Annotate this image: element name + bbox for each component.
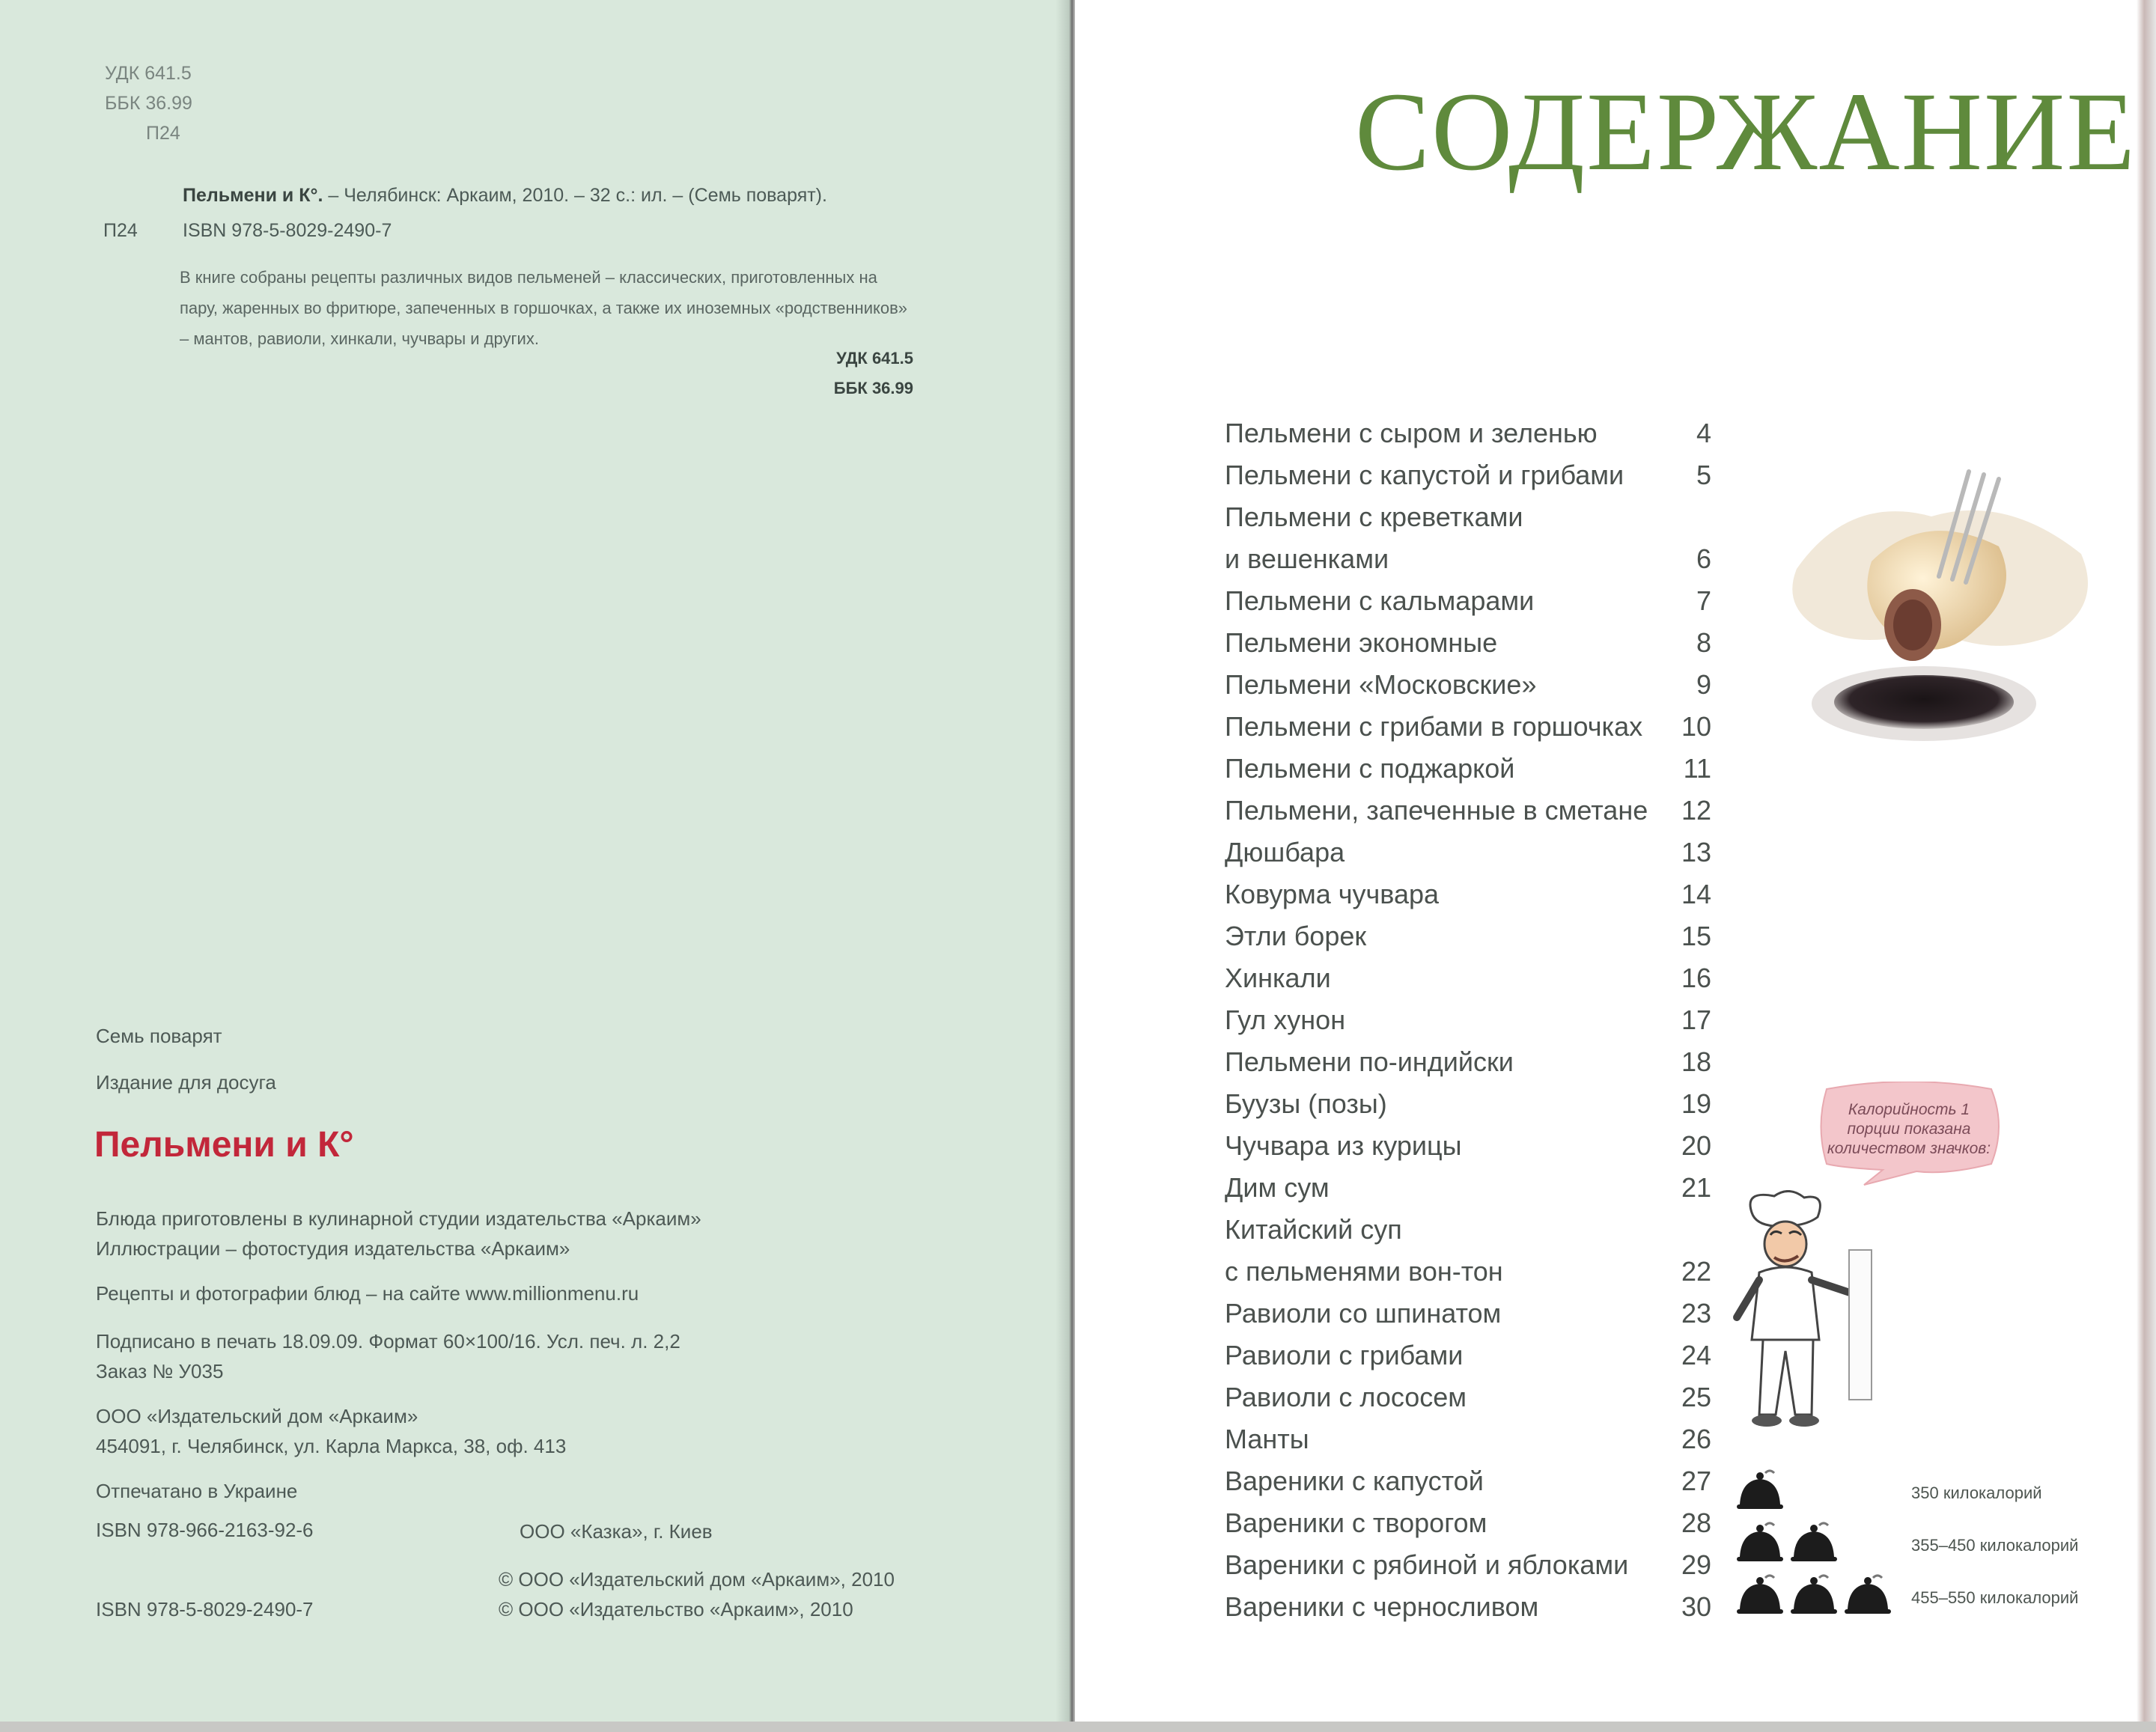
toc-title: Пельмени по-индийски xyxy=(1225,1046,1514,1077)
toc-row xyxy=(1225,1126,1711,1168)
toc-row xyxy=(1225,1587,1711,1629)
toc-page-number: 21 xyxy=(1681,1172,1711,1203)
shelf-code: П24 xyxy=(103,220,138,241)
calorie-note: Калорийность 1 порции показана количеством значков: xyxy=(1827,1101,1991,1157)
toc-row xyxy=(1225,1377,1711,1419)
toc-page-number: 11 xyxy=(1683,753,1711,784)
annotation-text: В книге собраны рецепты различных видов пельменей – классических, приготовленных на пару, жаренных во фритюре, запеченных в горшочках, а также их иноземных «родственников» – мантов, равиоли, хинкали, чучвары и других. xyxy=(180,268,908,348)
toc-page-number: 14 xyxy=(1681,879,1711,909)
toc-row xyxy=(1225,1419,1711,1461)
toc-row xyxy=(1225,581,1711,623)
toc-page-number: 20 xyxy=(1681,1130,1711,1161)
toc-page-number: 18 xyxy=(1681,1046,1711,1077)
toc-row xyxy=(1225,1251,1711,1293)
toc-page-number: 15 xyxy=(1681,921,1711,951)
toc-title: Пельмени с кальмарами xyxy=(1225,585,1535,616)
calorie-legend-row xyxy=(1735,1467,2125,1512)
dumpling-photo xyxy=(1782,464,2111,763)
cloche-icon xyxy=(1735,1572,1785,1617)
toc-row xyxy=(1225,790,1711,832)
toc-page-number: 6 xyxy=(1696,543,1711,574)
toc-row xyxy=(1225,1293,1711,1335)
toc-row xyxy=(1225,707,1711,748)
copyright-line-2: © ООО «Издательство «Аркаим», 2010 xyxy=(499,1598,853,1620)
print-line-1: Подписано в печать 18.09.09. Формат 60×100/16. Усл. печ. л. 2,2 xyxy=(96,1330,680,1353)
kazka-publisher: ООО «Казка», г. Киев xyxy=(520,1520,713,1543)
toc-page-number: 24 xyxy=(1681,1340,1711,1370)
toc-row xyxy=(1225,1084,1711,1126)
toc-page-number: 5 xyxy=(1696,460,1711,490)
toc-title: Гул хунон xyxy=(1225,1004,1346,1035)
toc-page-number: 19 xyxy=(1681,1088,1711,1119)
toc-row xyxy=(1225,874,1711,916)
cloche-icon xyxy=(1735,1519,1785,1564)
toc-row xyxy=(1225,1042,1711,1084)
toc-title: Чучвара из курицы xyxy=(1225,1130,1462,1161)
bbk-code: ББК 36.99 xyxy=(105,93,192,114)
isbn-russia: ISBN 978-5-8029-2490-7 xyxy=(96,1598,314,1620)
toc-row xyxy=(1225,958,1711,1000)
toc-title: Вареники с творогом xyxy=(1225,1507,1487,1538)
calorie-legend-row xyxy=(1735,1572,2125,1617)
toc-row xyxy=(1225,1000,1711,1042)
toc-title: Пельмени «Московские» xyxy=(1225,669,1537,700)
toc-title: Этли борек xyxy=(1225,921,1367,951)
toc-title: Пельмени с поджаркой xyxy=(1225,753,1515,784)
toc-row xyxy=(1225,539,1711,581)
toc-page-number: 16 xyxy=(1681,963,1711,993)
table-of-contents xyxy=(1225,413,1711,1629)
publisher-line-2: 454091, г. Челябинск, ул. Карла Маркса, 38, оф. 413 xyxy=(96,1435,567,1457)
udk-right: УДК 641.5 xyxy=(836,349,913,368)
toc-title: Вареники с черносливом xyxy=(1225,1591,1539,1622)
toc-row xyxy=(1225,623,1711,665)
toc-page-number: 8 xyxy=(1696,627,1711,658)
toc-title: Манты xyxy=(1225,1424,1309,1454)
cloche-icon xyxy=(1789,1519,1839,1564)
toc-title: Китайский суп xyxy=(1225,1214,1402,1245)
book-title: Пельмени и К° xyxy=(94,1125,354,1165)
toc-page-number: 30 xyxy=(1681,1591,1711,1622)
toc-page-number: 17 xyxy=(1681,1004,1711,1035)
toc-title: Пельмени экономные xyxy=(1225,627,1498,658)
page-edge xyxy=(2137,0,2156,1732)
toc-row xyxy=(1225,1461,1711,1503)
cloche-icon xyxy=(1789,1572,1839,1617)
toc-row xyxy=(1225,1335,1711,1377)
bibliographic-record xyxy=(183,180,827,211)
toc-row xyxy=(1225,916,1711,958)
printed-in: Отпечатано в Украине xyxy=(96,1480,298,1502)
toc-row xyxy=(1225,1210,1711,1251)
toc-title: Равиоли со шпинатом xyxy=(1225,1298,1502,1329)
toc-page-number: 22 xyxy=(1681,1256,1711,1287)
isbn-ukraine: ISBN 978-966-2163-92-6 xyxy=(96,1519,314,1541)
publisher-line-1: ООО «Издательский дом «Аркаим» xyxy=(96,1405,418,1427)
toc-page-number: 26 xyxy=(1681,1424,1711,1454)
toc-page-number: 7 xyxy=(1696,585,1711,616)
credits-line-1: Блюда приготовлены в кулинарной студии издательства «Аркаим» xyxy=(96,1207,701,1230)
toc-title: Пельмени с грибами в горшочках xyxy=(1225,711,1643,742)
toc-title: с пельменями вон-тон xyxy=(1225,1256,1503,1287)
toc-row xyxy=(1225,413,1711,455)
calorie-label: 355–450 килокалорий xyxy=(1911,1536,2079,1555)
toc-row xyxy=(1225,1545,1711,1587)
toc-page-number: 10 xyxy=(1681,711,1711,742)
toc-page-number: 25 xyxy=(1681,1382,1711,1412)
toc-page-number: 13 xyxy=(1681,837,1711,867)
cloche-icon xyxy=(1843,1572,1892,1617)
print-line-2: Заказ № У035 xyxy=(96,1360,224,1382)
toc-title: Вареники с рябиной и яблоками xyxy=(1225,1549,1629,1580)
isbn-line: ISBN 978-5-8029-2490-7 xyxy=(183,220,392,241)
biblio-details: – Челябинск: Аркаим, 2010. – 32 с.: ил. – (Семь поварят). xyxy=(323,185,827,206)
toc-page-number: 12 xyxy=(1681,795,1711,826)
udk-code: УДК 641.5 xyxy=(105,63,192,84)
toc-title: и вешенками xyxy=(1225,543,1389,574)
contents-heading: СОДЕРЖАНИЕ xyxy=(1355,70,2137,194)
toc-page-number: 23 xyxy=(1681,1298,1711,1329)
toc-title: Пельмени с сыром и зеленью xyxy=(1225,418,1598,448)
website-line: Рецепты и фотографии блюд – на сайте www.millionmenu.ru xyxy=(96,1282,639,1305)
toc-page-number: 28 xyxy=(1681,1507,1711,1538)
toc-row xyxy=(1225,832,1711,874)
toc-title: Равиоли с лососем xyxy=(1225,1382,1467,1412)
toc-title: Пельмени с капустой и грибами xyxy=(1225,460,1624,490)
toc-row xyxy=(1225,497,1711,539)
toc-title: Пельмени, запеченные в сметане xyxy=(1225,795,1648,826)
bbk-right: ББК 36.99 xyxy=(833,379,913,397)
credits-line-2: Иллюстрации – фотостудия издательства «Аркаим» xyxy=(96,1237,570,1260)
toc-title: Ковурма чучвара xyxy=(1225,879,1440,909)
left-page xyxy=(0,0,1072,1732)
toc-title: Дим сум xyxy=(1225,1172,1330,1203)
cloche-icon xyxy=(1735,1467,1785,1512)
toc-title: Пельмени с креветками xyxy=(1225,501,1523,532)
toc-title: Дюшбара xyxy=(1225,837,1345,867)
toc-page-number: 9 xyxy=(1696,669,1711,700)
toc-row xyxy=(1225,1168,1711,1210)
toc-row xyxy=(1225,748,1711,790)
calorie-label: 350 килокалорий xyxy=(1911,1484,2042,1502)
biblio-title: Пельмени и К°. xyxy=(183,185,323,206)
calorie-legend-row xyxy=(1735,1519,2125,1564)
toc-title: Буузы (позы) xyxy=(1225,1088,1387,1119)
toc-page-number: 27 xyxy=(1681,1466,1711,1496)
toc-title: Вареники с капустой xyxy=(1225,1466,1484,1496)
page-bottom-edge xyxy=(0,1722,2156,1732)
series-name: Семь поварят xyxy=(96,1025,222,1047)
toc-title: Равиоли с грибами xyxy=(1225,1340,1464,1370)
chef-illustration xyxy=(1729,1190,1879,1437)
copyright-line-1: © ООО «Издательский дом «Аркаим», 2010 xyxy=(499,1568,895,1591)
toc-row xyxy=(1225,665,1711,707)
author-sign: П24 xyxy=(146,123,180,144)
calorie-label: 455–550 килокалорий xyxy=(1911,1588,2079,1607)
toc-page-number: 4 xyxy=(1696,418,1711,448)
toc-title: Хинкали xyxy=(1225,963,1331,993)
toc-row xyxy=(1225,455,1711,497)
toc-page-number: 29 xyxy=(1681,1549,1711,1580)
toc-row xyxy=(1225,1503,1711,1545)
edition-type: Издание для досуга xyxy=(96,1071,276,1094)
